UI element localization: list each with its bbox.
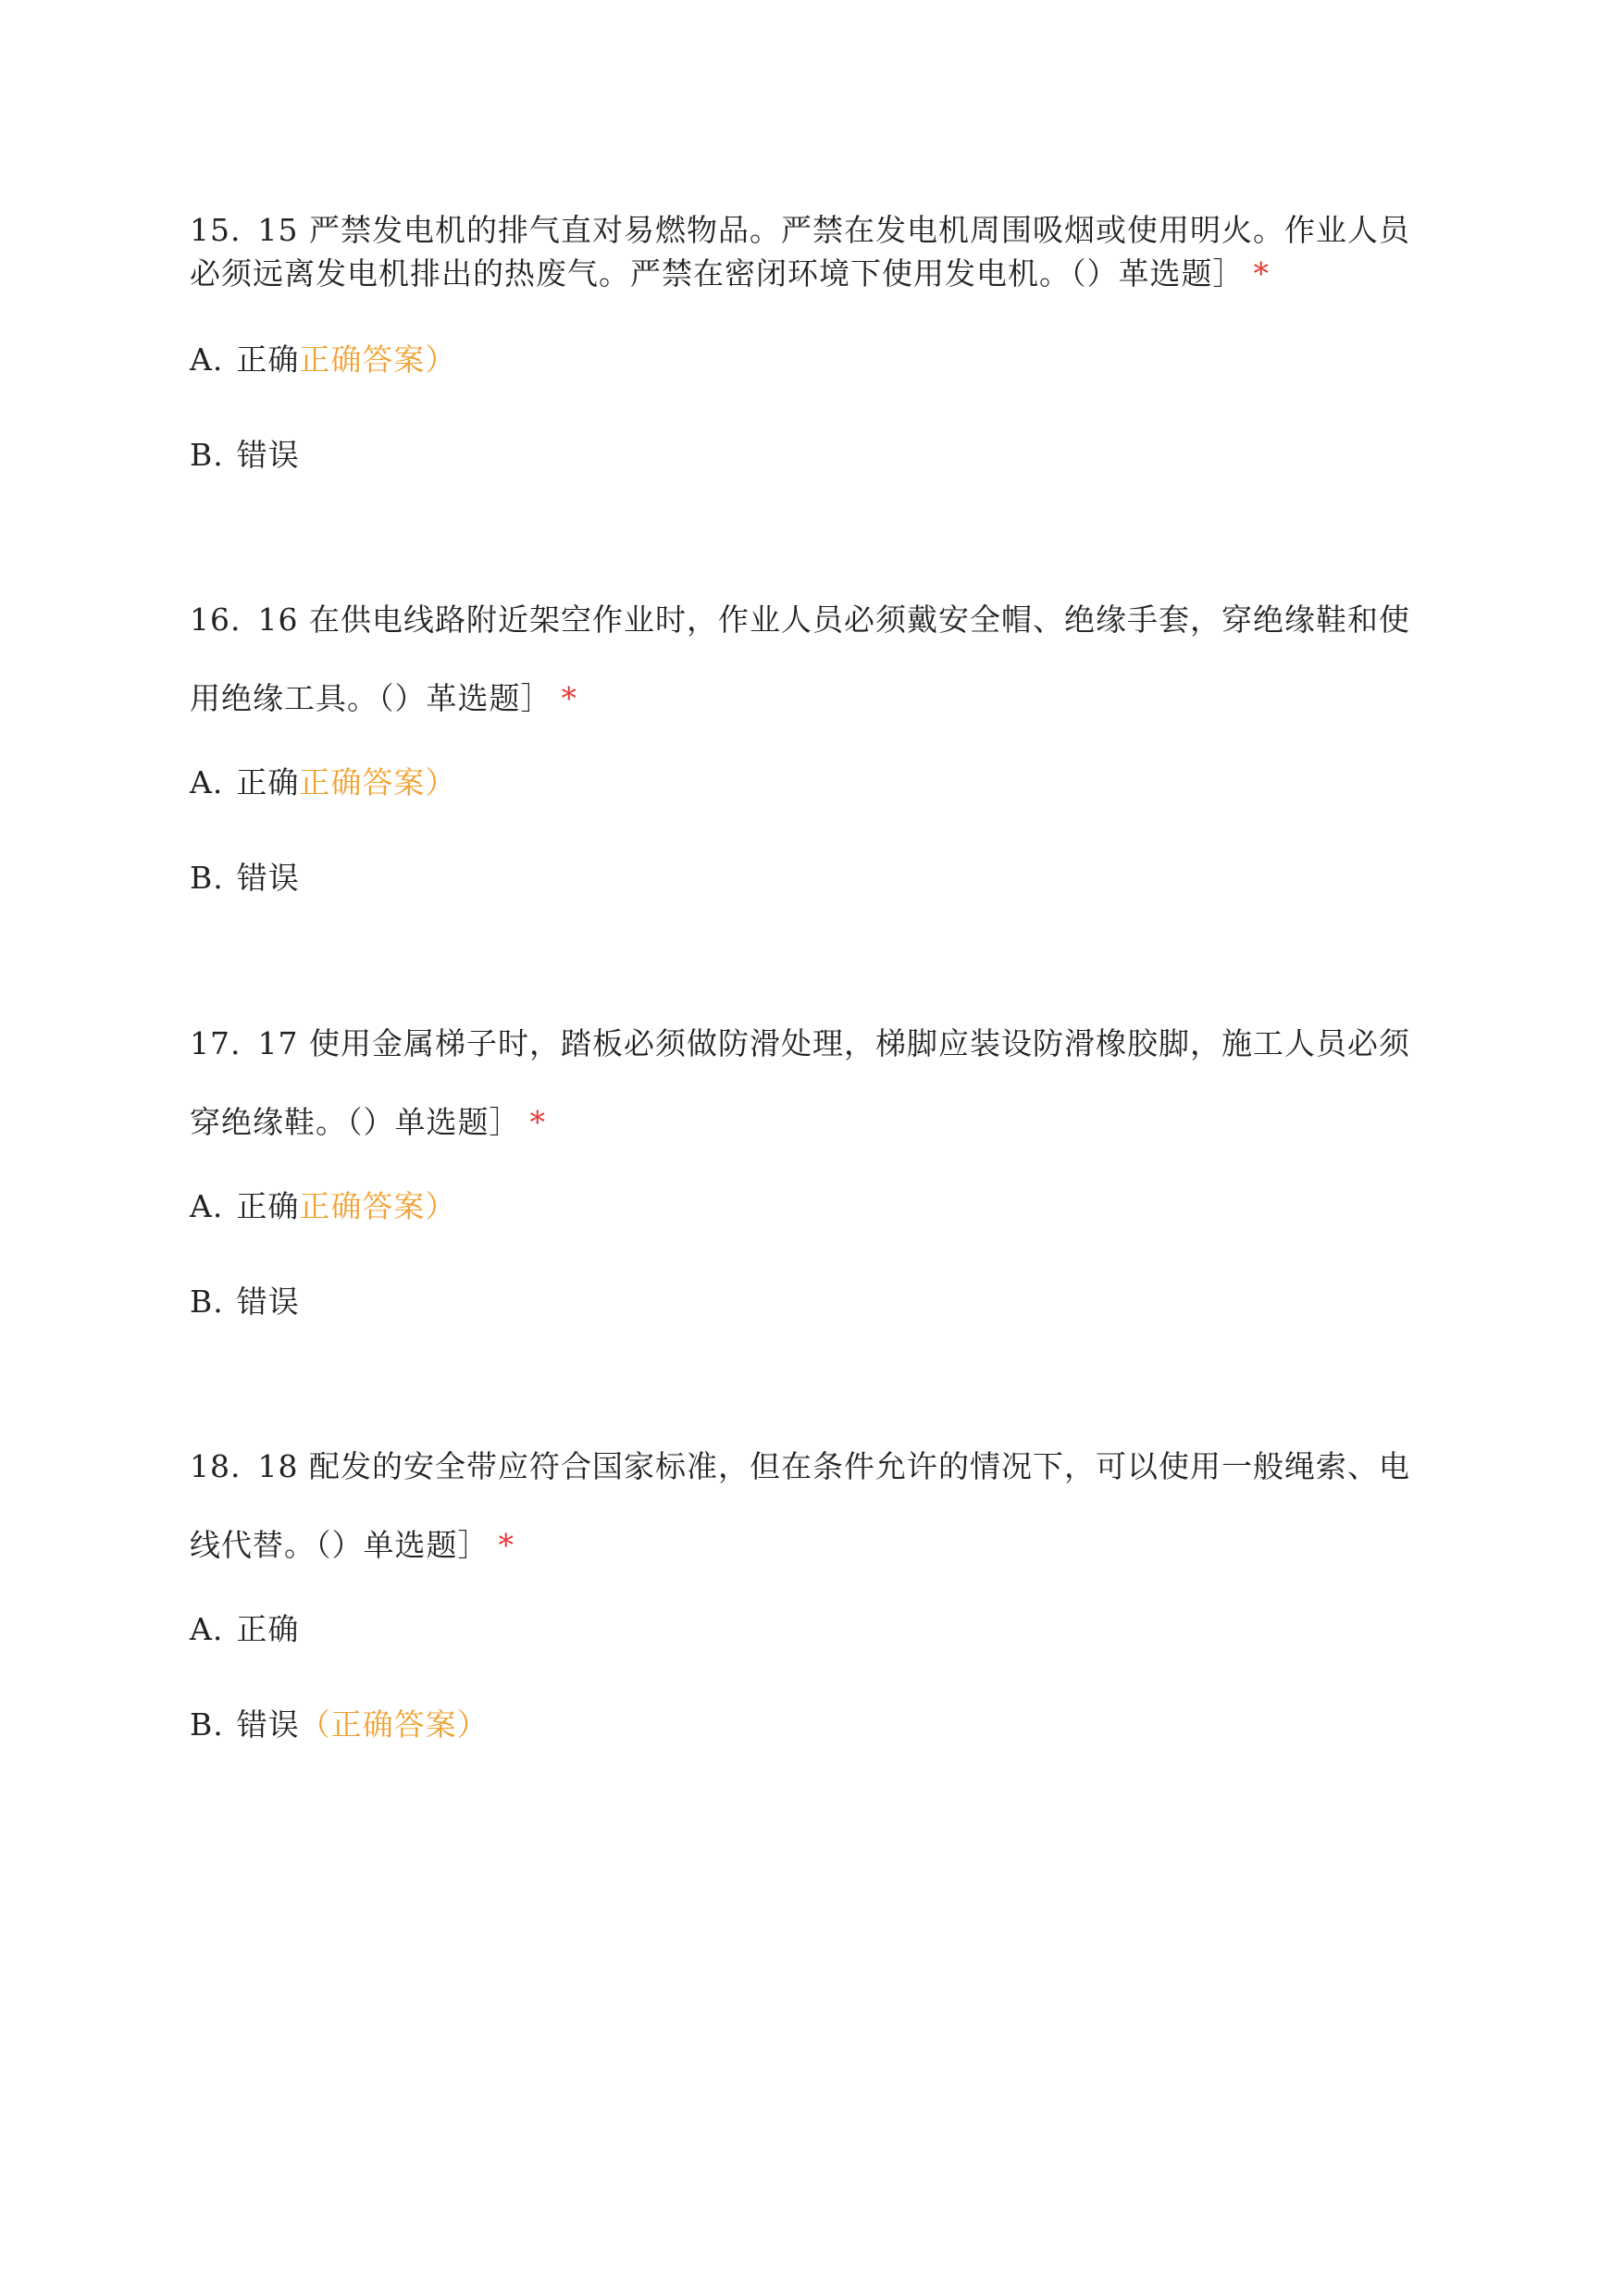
required-asterisk: *: [561, 680, 577, 716]
question-number: 15.: [190, 212, 242, 248]
option-text: 正确: [236, 1188, 300, 1224]
question-body: 17 使用金属梯子时，踏板必须做防滑处理，梯脚应装设防滑橡胶脚，施工人员必须穿绝缘鞋。（）单选题］: [190, 1025, 1410, 1140]
option-a[interactable]: [190, 1185, 456, 1228]
option-letter: B.: [190, 1706, 224, 1743]
question-18: [190, 1427, 1434, 1743]
option-letter: A.: [190, 341, 224, 378]
option-text: 错误: [236, 437, 300, 473]
correct-answer-label: 正确答案）: [299, 764, 457, 800]
option-a[interactable]: [190, 761, 456, 804]
question-body: 16 在供电线路附近架空作业时，作业人员必须戴安全帽、绝缘手套，穿绝缘鞋和使用绝缘工具。（）革选题］: [190, 602, 1410, 716]
question-number: 17.: [190, 1025, 242, 1061]
question-text: [190, 208, 1434, 295]
question-15: [190, 208, 1434, 473]
option-letter: B.: [190, 1284, 224, 1320]
question-text: [190, 1427, 1434, 1584]
option-text: 正确: [236, 341, 300, 378]
option-text: 错误: [236, 860, 300, 896]
option-b[interactable]: [190, 1703, 489, 1746]
question-text: [190, 580, 1434, 738]
required-asterisk: *: [498, 1527, 514, 1563]
option-b[interactable]: [190, 1280, 300, 1323]
option-letter: B.: [190, 860, 224, 896]
question-number: 18.: [190, 1448, 242, 1484]
option-text: 正确: [236, 764, 300, 800]
option-a[interactable]: [190, 1607, 299, 1651]
correct-answer-label: 正确答案）: [299, 341, 457, 378]
question-text: [190, 1004, 1434, 1161]
correct-answer-label: 正确答案）: [299, 1188, 457, 1224]
question-body: 18 配发的安全带应符合国家标准，但在条件允许的情况下，可以使用一般绳索、电线代替。（）单选题］: [190, 1448, 1410, 1563]
correct-answer-label: （正确答案）: [299, 1706, 489, 1743]
option-b[interactable]: [190, 433, 300, 477]
option-letter: A.: [190, 1611, 224, 1647]
option-b[interactable]: [190, 856, 300, 899]
option-letter: A.: [190, 764, 224, 800]
question-body: 15 严禁发电机的排气直对易燃物品。严禁在发电机周围吸烟或使用明火。作业人员必须远离发电机排出的热废气。严禁在密闭环境下使用发电机。（）革选题］: [190, 212, 1410, 292]
option-letter: A.: [190, 1188, 224, 1224]
question-17: [190, 1004, 1434, 1320]
option-a[interactable]: [190, 338, 456, 381]
option-text: 错误: [236, 1706, 300, 1743]
option-text: 错误: [236, 1284, 300, 1320]
required-asterisk: *: [529, 1104, 546, 1140]
question-number: 16.: [190, 602, 242, 638]
required-asterisk: *: [1253, 255, 1270, 292]
option-text: 正确: [236, 1611, 300, 1647]
question-16: [190, 580, 1434, 896]
option-letter: B.: [190, 437, 224, 473]
